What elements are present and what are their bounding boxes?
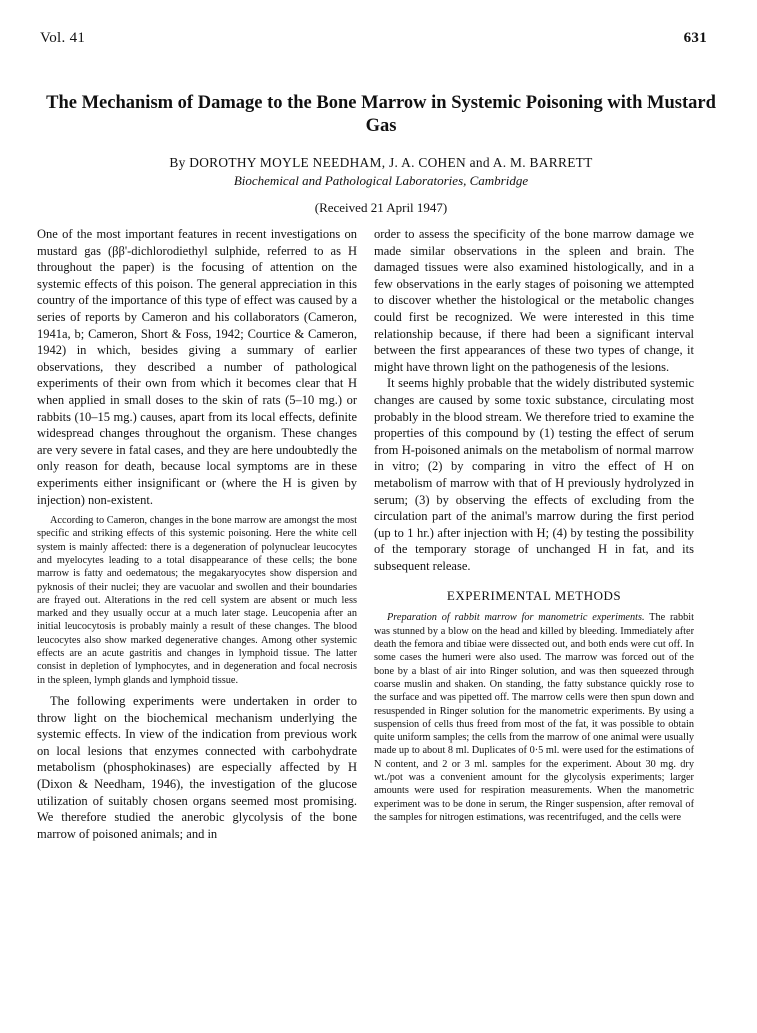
article-title: The Mechanism of Damage to the Bone Marrow in Systemic Poisoning with Mustard Gas (46, 93, 716, 136)
affiliation: Biochemical and Pathological Laboratories, Cambridge (233, 173, 529, 188)
methods-paragraph (374, 611, 694, 824)
methods-text: The rabbit was stunned by a blow on the head and killed by bleeding. Immediately after death the femora and tibiae were dissected out, and both ends were cut off. In some cases the humeri were also used. The marrow was forced out of the bone by a blast of air into Ringer solution, and was then squeezed through coarse muslin and shaken. On standing, the fatty substance quickly rose to the surface and was pipetted off. The marrow cells were then spun down and resuspended in Ringer solution for the manometric experiments. By using a suspension of cells thus freed from most of the fat, it was possible to obtain quite uniform samples; the cells from the marrow of one animal were usually made up to about 8 ml. Duplicates of 0·5 ml. were used for the estimations of N content, and 2 or 3 ml. samples for the experiment. About 30 mg. dry wt./pot was a convenient amount for the glycolysis experiments; larger amounts were used for respiration measurements. When the manometric experiment was to be done in serum, the Ringer suspension, after removal of the samples for nitrogen estimations, was recentrifuged, and the cells were (374, 612, 694, 823)
aims-paragraph: The following experiments were undertaken in order to throw light on the biochemical mechanism underlying the systemic effects. In view of the indication from previous work on local lesions that enzymes connected with carbohydrate metabolism (phosphokinases) are especially affected by H (Dixon & Needham, 1946), the investigation of the glucose utilization of suitably chosen organs seemed most promising. We therefore studied the anerobic glycolysis of the bone marrow of poisoned animals; and in (37, 693, 357, 841)
left-column (37, 226, 357, 842)
cameron-summary-paragraph: According to Cameron, changes in the bone marrow are amongst the most specific and striking effects of this systemic poisoning. Here the white cell system is mainly affected: there is a degeneration of polynuclear leucocytes and myelocytes leading to a total disappearance of these cells; the bone marrow is fatty and oedematous; the megakaryocytes show dispersion and pyknosis of their nuclei; they are vacuolar and swollen and their boundaries are frayed out. Alterations in the red cell system are absent or much less marked and they usually occur at a much later stage. Leucopenia after an initial leucocytosis is probably mainly a result of these changes. The blood leucocytes also show marked degenerative changes. Among other systemic effects are an acute gastritis and changes in lymphoid tissue. The latter consist in depletion of lymphocytes, and in degeneration and focal necrosis in the spleen, lymph glands and lymphoid tissue. (37, 515, 357, 686)
right-column (374, 226, 694, 824)
section-heading: EXPERIMENTAL METHODS (446, 588, 622, 604)
continued-paragraph: order to assess the specificity of the bone marrow damage we made similar observations in the spleen and brain. The damaged tissues were also examined histologically, and in a few observations in the early stages of poisoning we attempted to discover whether the histological or the metabolic changes could first be recognized. We were interested in this time relationship because, if there had been a significant interval between the first appearances of these two types of change, it might have thrown light on the pathogenesis of the lesions. (374, 227, 694, 374)
received-date: (Received 21 April 1947) (314, 200, 448, 215)
intro-paragraph: One of the most important features in recent investigations on mustard gas (ββ'-dichlorodiethyl sulphide, referred to as H throughout the paper) is the focusing of attention on the systemic effects of this poison. The general appreciation in this country of the importance of this type of effect was caused by a series of reports by Cameron and his collaborators (Cameron, 1941a, b; Cameron, Short & Foss, 1942; Courtice & Cameron, 1942) in which, besides giving a summary of earlier observations, they described a number of pathological experiments of their own from which it becomes clear that H when applied in small doses to the skin of rats (5–10 mg.) or rabbits (10–15 mg.) causes, apart from its local effects, definite widespread changes throughout the organism. These changes are very severe in fatal cases, and they are here undoubtedly the only reason for death, because local symptoms are in these experiments either insignificant or (where the H is given by injection) non-existent. (37, 227, 357, 507)
methods-lead: Preparation of rabbit marrow for manometric experiments. (387, 612, 645, 624)
page-number: 631 (683, 30, 707, 46)
toxic-substance-paragraph: It seems highly probable that the widely distributed systemic changes are caused by some toxic substance, circulating most probably in the blood stream. We therefore tried to examine the properties of this compound by (1) testing the effect of serum from H-poisoned animals on the metabolism of normal marrow in vitro; (2) by comparing in vitro the effect of H on metabolism of marrow with that of H previously hydrolyzed in serum; (3) by observing the effects of excluding from the circulation part of the animal's marrow during the first period (up to 1 hr.) after injection with H; (4) by testing the possibility of the temporary storage of unchanged H in fat, and its subsequent release. (374, 376, 694, 573)
volume-label: Vol. 41 (40, 30, 86, 46)
authors-line: By DOROTHY MOYLE NEEDHAM, J. A. COHEN and A. M. BARRETT (169, 155, 593, 170)
